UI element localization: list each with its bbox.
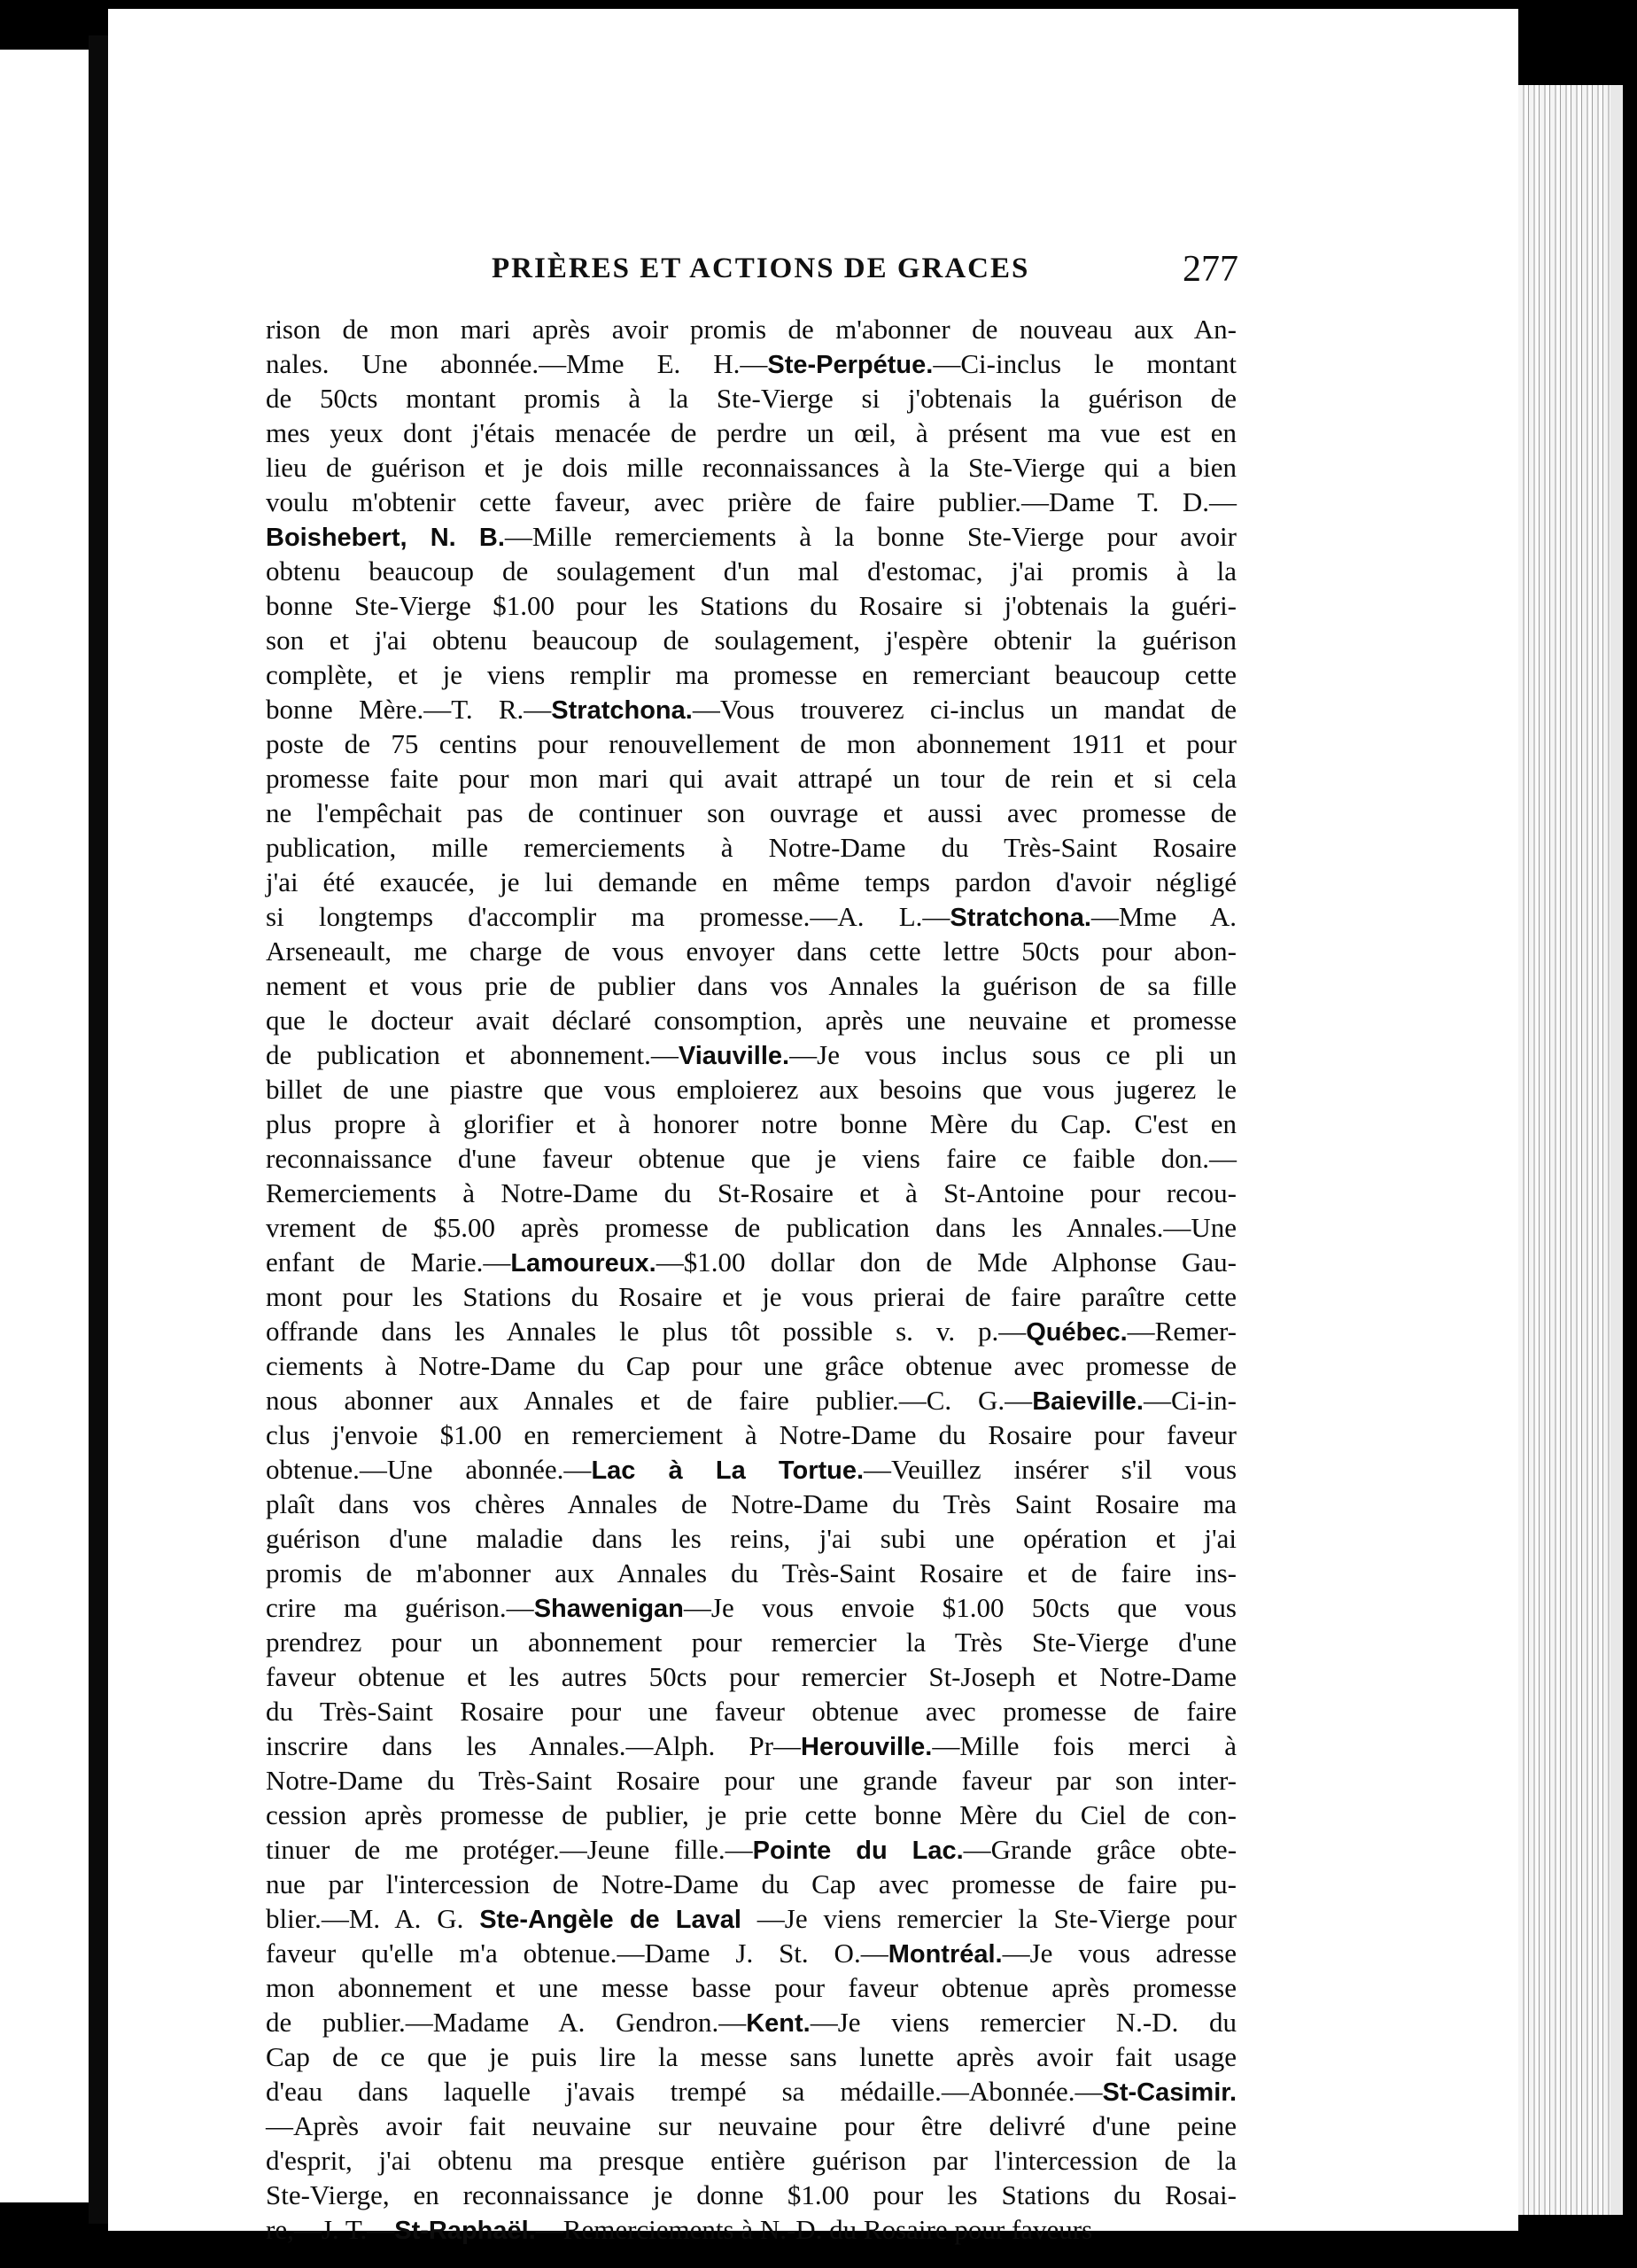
text-run: nement et vous prie de publier dans vos Annales la guérison de sa fille xyxy=(266,970,1237,1001)
text-run: ne l'empêchait pas de continuer son ouvrage et aussi avec promesse de xyxy=(266,797,1237,828)
text-line xyxy=(266,1659,1237,1694)
text-run: offrande dans les Annales le plus tôt possible s. v. p.— xyxy=(266,1316,1027,1347)
text-line xyxy=(266,1832,1237,1867)
text-run: nous abonner aux Annales et de faire publier.—C. G.— xyxy=(266,1385,1033,1416)
text-line xyxy=(266,450,1237,485)
text-line xyxy=(266,1037,1237,1072)
text-line xyxy=(266,588,1237,623)
text-run: enfant de Marie.— xyxy=(266,1247,511,1278)
text-line xyxy=(266,796,1237,830)
text-run: —Grande grâce obte- xyxy=(963,1834,1237,1865)
text-run: plus propre à glorifier et à honorer notre bonne Mère du Cap. C'est en xyxy=(266,1108,1237,1139)
text-run: inscrire dans les Annales.—Alph. Pr— xyxy=(266,1730,802,1761)
text-run: faveur qu'elle m'a obtenue.—Dame J. St. O.— xyxy=(266,1938,888,1969)
page-number: 277 xyxy=(1183,249,1238,290)
text-run: —Ci-inclus le montant xyxy=(933,348,1237,379)
text-run: re,—J. T.— xyxy=(266,2214,395,2245)
text-run: —$1.00 dollar don de Mde Alphonse Gau- xyxy=(656,1247,1237,1278)
text-line xyxy=(266,1245,1237,1279)
text-line xyxy=(266,519,1237,554)
text-line xyxy=(266,761,1237,796)
text-run: j'ai été exaucée, je lui demande en même temps pardon d'avoir négligé xyxy=(266,866,1237,897)
text-run: guérison d'une maladie dans les reins, j'ai subi une opération et j'ai xyxy=(266,1523,1237,1554)
text-run: —Vous trouverez ci-inclus un mandat de xyxy=(692,694,1237,725)
text-line xyxy=(266,1418,1237,1452)
place-name: Kent. xyxy=(746,2009,811,2038)
text-run: de publication et abonnement.— xyxy=(266,1039,679,1070)
text-run: nales. Une abonnée.—Mme E. H.— xyxy=(266,348,768,379)
text-run: —Je viens remercier N.-D. du xyxy=(810,2007,1237,2038)
text-run: —Je vous envoie $1.00 50cts que vous xyxy=(683,1592,1237,1623)
text-line xyxy=(266,1107,1237,1141)
text-line xyxy=(266,1003,1237,1037)
text-line xyxy=(266,1279,1237,1314)
text-run: de 50cts montant promis à la Ste-Vierge si j'obtenais la guérison de xyxy=(266,383,1237,414)
place-name: Lac à La Tortue. xyxy=(591,1456,865,1485)
text-line xyxy=(266,1348,1237,1383)
text-line xyxy=(266,2109,1237,2143)
place-name: Québec. xyxy=(1026,1318,1128,1347)
place-name: Montréal. xyxy=(888,1940,1003,1969)
text-run: blier.—M. A. G. xyxy=(266,1903,480,1934)
text-line xyxy=(266,2039,1237,2074)
text-line xyxy=(266,1210,1237,1245)
text-run: plaît dans vos chères Annales de Notre-Dame du Très Saint Rosaire ma xyxy=(266,1488,1237,1519)
text-line xyxy=(266,1936,1237,1970)
place-name: Stratchona. xyxy=(950,904,1091,932)
text-run: lieu de guérison et je dois mille reconnaissances à la Ste-Vierge qui a bien xyxy=(266,452,1237,483)
text-run: bonne Mère.—T. R.— xyxy=(266,694,552,725)
text-run: —Mille remerciements à la bonne Ste-Vierge pour avoir xyxy=(504,521,1237,552)
text-line xyxy=(266,1763,1237,1798)
place-name: Viauville. xyxy=(678,1042,790,1070)
text-line xyxy=(266,1383,1237,1418)
text-line xyxy=(266,381,1237,416)
text-line xyxy=(266,623,1237,657)
text-line xyxy=(266,1487,1237,1521)
text-line xyxy=(266,1798,1237,1832)
text-run: bonne Ste-Vierge $1.00 pour les Stations du Rosaire si j'obtenais la guéri- xyxy=(266,590,1237,621)
text-line xyxy=(266,2178,1237,2212)
text-run: prendrez pour un abonnement pour remercier la Très Ste-Vierge d'une xyxy=(266,1627,1237,1658)
text-run: de publier.—Madame A. Gendron.— xyxy=(266,2007,747,2038)
text-line xyxy=(266,1072,1237,1107)
text-run: —Après avoir fait neuvaine sur neuvaine pour être delivré d'une peine xyxy=(266,2110,1237,2141)
text-run: —Je vous inclus sous ce pli un xyxy=(789,1039,1237,1070)
body-text xyxy=(266,312,1237,2247)
text-run: obtenu beaucoup de soulagement d'un mal d'estomac, j'ai promis à la xyxy=(266,555,1237,586)
text-run: Ste-Vierge, en reconnaissance je donne $1.00 pour les Stations du Rosai- xyxy=(266,2179,1237,2210)
book-gutter xyxy=(89,35,108,2224)
text-line xyxy=(266,726,1237,761)
text-line xyxy=(266,1590,1237,1625)
text-run: —Je viens remercier la Ste-Vierge pour xyxy=(741,1903,1237,1934)
text-run: mont pour les Stations du Rosaire et je vous prierai de faire paraître cette xyxy=(266,1281,1237,1312)
text-line xyxy=(266,2005,1237,2039)
text-line xyxy=(266,934,1237,968)
text-line xyxy=(266,1728,1237,1763)
text-run: —Ci-in- xyxy=(1143,1385,1237,1416)
text-run: promis de m'abonner aux Annales du Très-Saint Rosaire et de faire ins- xyxy=(266,1557,1237,1588)
place-name: Baieville. xyxy=(1032,1387,1144,1416)
text-line xyxy=(266,1867,1237,1901)
text-line xyxy=(266,2212,1237,2247)
text-run: obtenue.—Une abonnée.— xyxy=(266,1454,592,1485)
text-run: —Je vous adresse xyxy=(1002,1938,1237,1969)
place-name: Ste-Perpétue. xyxy=(767,351,934,379)
text-line xyxy=(266,830,1237,865)
text-line xyxy=(266,346,1237,381)
place-name: St-Raphaël. xyxy=(394,2217,536,2245)
text-run: —Veuillez insérer s'il vous xyxy=(864,1454,1237,1485)
place-name: Boishebert, N. B. xyxy=(266,524,505,552)
text-line xyxy=(266,1521,1237,1556)
page-stack-edge xyxy=(1518,85,1623,2215)
text-run: vrement de $5.00 après promesse de publication dans les Annales.—Une xyxy=(266,1212,1237,1243)
text-run: —Remerciements à N.-D. du Rosaire pour faveurs xyxy=(535,2214,1093,2245)
text-run: Cap de ce que je puis lire la messe sans lunette après avoir fait usage xyxy=(266,2041,1237,2072)
text-run: —Remer- xyxy=(1127,1316,1237,1347)
text-run: du Très-Saint Rosaire pour une faveur obtenue avec promesse de faire xyxy=(266,1696,1237,1727)
text-line xyxy=(266,1694,1237,1728)
text-line xyxy=(266,1625,1237,1659)
text-line xyxy=(266,554,1237,588)
text-run: reconnaissance d'une faveur obtenue que je viens faire ce faible don.— xyxy=(266,1143,1237,1174)
text-run: tinuer de me protéger.—Jeune fille.— xyxy=(266,1834,753,1865)
text-run: faveur obtenue et les autres 50cts pour remercier St-Joseph et Notre-Dame xyxy=(266,1661,1237,1692)
text-line xyxy=(266,485,1237,519)
text-line xyxy=(266,1556,1237,1590)
text-line xyxy=(266,865,1237,899)
text-run: complète, et je viens remplir ma promesse en remerciant beaucoup cette xyxy=(266,659,1237,690)
text-run: voulu m'obtenir cette faveur, avec prière de faire publier.—Dame T. D.— xyxy=(266,486,1237,517)
running-head: PRIÈRES ET ACTIONS DE GRACES xyxy=(492,252,1030,284)
place-name: Shawenigan xyxy=(533,1595,684,1623)
text-line xyxy=(266,312,1237,346)
text-line xyxy=(266,2074,1237,2109)
text-run: rison de mon mari après avoir promis de m'abonner de nouveau aux An- xyxy=(266,314,1237,345)
text-line xyxy=(266,416,1237,450)
place-name: Lamoureux. xyxy=(510,1249,656,1278)
text-run: mes yeux dont j'étais menacée de perdre un œil, à présent ma vue est en xyxy=(266,417,1237,448)
text-run: promesse faite pour mon mari qui avait attrapé un tour de rein et si cela xyxy=(266,763,1237,794)
text-run: son et j'ai obtenu beaucoup de soulagement, j'espère obtenir la guérison xyxy=(266,625,1237,656)
text-line xyxy=(266,1176,1237,1210)
text-line xyxy=(266,692,1237,726)
text-run: d'esprit, j'ai obtenu ma presque entière guérison par l'intercession de la xyxy=(266,2145,1237,2176)
text-run: d'eau dans laquelle j'avais trempé sa médaille.—Abonnée.— xyxy=(266,2076,1103,2107)
text-run: —Mme A. xyxy=(1090,901,1237,932)
text-line xyxy=(266,657,1237,692)
text-run: si longtemps d'accomplir ma promesse.—A. L.— xyxy=(266,901,950,932)
place-name: Herouville. xyxy=(801,1733,933,1761)
text-run: billet de une piastre que vous emploierez aux besoins que vous jugerez le xyxy=(266,1074,1237,1105)
text-run: Remerciements à Notre-Dame du St-Rosaire et à St-Antoine pour recou- xyxy=(266,1177,1237,1208)
text-run: —Mille fois merci à xyxy=(932,1730,1237,1761)
text-line xyxy=(266,1970,1237,2005)
text-run: publication, mille remerciements à Notre-Dame du Très-Saint Rosaire xyxy=(266,832,1237,863)
place-name: Pointe du Lac. xyxy=(752,1837,964,1865)
text-line xyxy=(266,1141,1237,1176)
text-line xyxy=(266,1314,1237,1348)
text-run: poste de 75 centins pour renouvellement de mon abonnement 1911 et pour xyxy=(266,728,1237,759)
place-name: St-Casimir. xyxy=(1102,2078,1237,2107)
text-run: mon abonnement et une messe basse pour faveur obtenue après promesse xyxy=(266,1972,1237,2003)
text-run: cession après promesse de publier, je prie cette bonne Mère du Ciel de con- xyxy=(266,1799,1237,1830)
place-name: Ste-Angèle de Laval xyxy=(479,1906,741,1934)
facing-page-edge xyxy=(0,50,89,2202)
place-name: Stratchona. xyxy=(551,696,693,725)
text-run: ciements à Notre-Dame du Cap pour une grâce obtenue avec promesse de xyxy=(266,1350,1237,1381)
text-line xyxy=(266,2143,1237,2178)
text-run: nue par l'intercession de Notre-Dame du Cap avec promesse de faire pu- xyxy=(266,1868,1237,1899)
text-run: Notre-Dame du Très-Saint Rosaire pour une grande faveur par son inter- xyxy=(266,1765,1237,1796)
text-run: Arseneault, me charge de vous envoyer dans cette lettre 50cts pour abon- xyxy=(266,936,1237,967)
text-run: crire ma guérison.— xyxy=(266,1592,534,1623)
text-line xyxy=(266,1452,1237,1487)
text-run: que le docteur avait déclaré consomption, après une neuvaine et promesse xyxy=(266,1005,1237,1036)
text-line xyxy=(266,1901,1237,1936)
text-line xyxy=(266,899,1237,934)
text-line xyxy=(266,968,1237,1003)
text-run: clus j'envoie $1.00 en remerciement à Notre-Dame du Rosaire pour faveur xyxy=(266,1419,1237,1450)
